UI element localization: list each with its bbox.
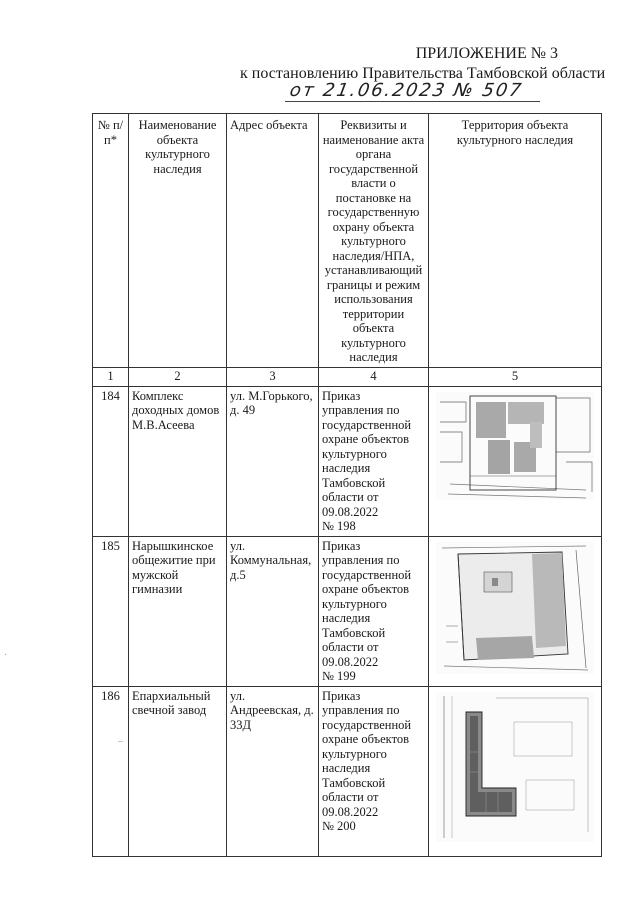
column-number: 2 (129, 367, 227, 386)
appendix-title: ПРИЛОЖЕНИЕ № 3 (415, 45, 558, 62)
margin-scan-mark: – (118, 736, 123, 747)
req-line: области от (322, 640, 379, 654)
req-line: Тамбовской (322, 475, 386, 490)
req-line: наследия (322, 761, 371, 775)
col-header-name: Наименование объекта культурного наследия (129, 114, 227, 368)
row-number: 186 (93, 686, 129, 856)
table-header-row (93, 114, 602, 368)
req-line: государственной (322, 567, 412, 582)
req-line: № 199 (322, 669, 356, 683)
territory-map-image (436, 392, 594, 500)
appendix-subtitle: к постановлению Правительства Тамбовской области (240, 65, 606, 82)
act-requisites (319, 536, 429, 686)
col-header-act: Реквизиты и наименование акта органа государственной власти о постановке на государственную охрану объекта культурного наследия/НПА, устанавливающий границы и режим использования территории объекта культурного наследия (319, 114, 429, 368)
document-header (240, 44, 606, 84)
row-number: 184 (93, 386, 129, 536)
req-line: охране объектов (322, 432, 410, 446)
handwritten-date-number: от 21.06.2023 № 507 (288, 80, 525, 101)
territory-map-cell (429, 386, 602, 536)
req-line: 09.08.2022 (322, 804, 379, 819)
req-line: управления по (322, 553, 400, 567)
margin-scan-mark: · (4, 650, 8, 661)
req-line: государственной (322, 417, 412, 432)
object-name: Епархиальный свечной завод (129, 686, 227, 856)
act-requisites (319, 386, 429, 536)
table-row (93, 386, 602, 536)
act-requisites (319, 686, 429, 856)
req-line: Приказ (322, 688, 361, 703)
req-line: охране объектов (322, 582, 410, 596)
territory-map-image (436, 692, 594, 842)
table-row (93, 686, 602, 856)
col-header-number: № п/п* (93, 114, 129, 368)
req-line: Приказ (322, 388, 361, 403)
table-row (93, 536, 602, 686)
req-line: охране объектов (322, 732, 410, 746)
column-numbers-row (93, 367, 602, 386)
req-line: Приказ (322, 538, 361, 553)
column-number: 1 (93, 367, 129, 386)
req-line: управления по (322, 703, 400, 717)
req-line: области от (322, 790, 379, 804)
territory-map-cell (429, 686, 602, 856)
req-line: наследия (322, 611, 371, 625)
req-line: управления по (322, 403, 400, 417)
req-line: Тамбовской (322, 775, 386, 790)
req-line: государственной (322, 717, 412, 732)
heritage-objects-table (92, 113, 602, 857)
req-line: наследия (322, 461, 371, 475)
object-address: ул. М.Горького, д. 49 (227, 386, 319, 536)
req-line: культурного (322, 746, 387, 761)
req-line: № 198 (322, 519, 356, 533)
req-line: области от (322, 490, 379, 504)
column-number: 4 (319, 367, 429, 386)
col-header-address: Адрес объекта (227, 114, 319, 368)
req-line: культурного (322, 596, 387, 611)
row-number: 185 (93, 536, 129, 686)
column-number: 3 (227, 367, 319, 386)
req-line: Тамбовской (322, 625, 386, 640)
object-name: Нарышкинское общежитие при мужской гимназии (129, 536, 227, 686)
object-name: Комплекс доходных домов М.В.Асеева (129, 386, 227, 536)
col-header-territory: Территория объекта культурного наследия (429, 114, 602, 368)
object-address: ул. Андреевская, д. 33Д (227, 686, 319, 856)
territory-map-image (436, 542, 594, 674)
req-line: культурного (322, 446, 387, 461)
territory-map-cell (429, 536, 602, 686)
req-line: № 200 (322, 819, 356, 833)
signature-underline (285, 101, 540, 102)
req-line: 09.08.2022 (322, 504, 379, 519)
object-address: ул. Коммунальная, д.5 (227, 536, 319, 686)
column-number: 5 (429, 367, 602, 386)
req-line: 09.08.2022 (322, 654, 379, 669)
